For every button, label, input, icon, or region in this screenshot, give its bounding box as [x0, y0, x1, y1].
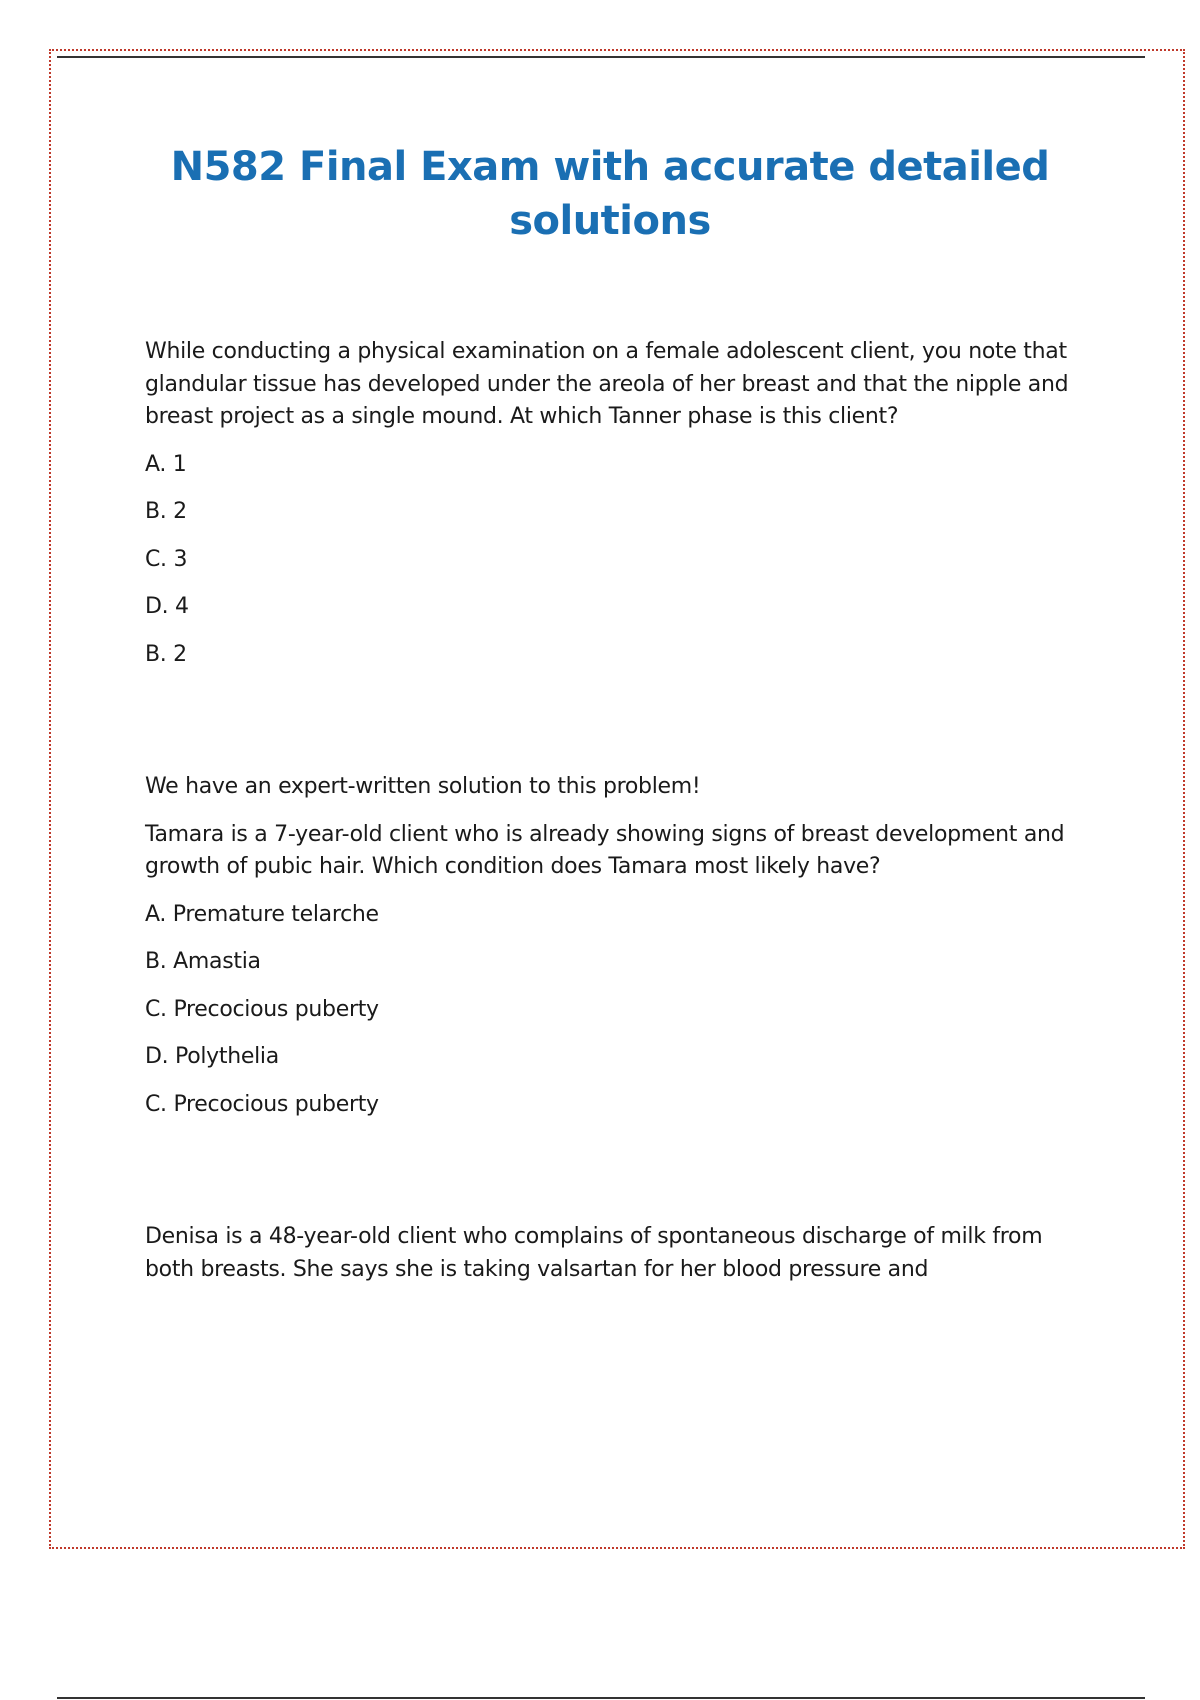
question-2-option-a: A. Premature telarche	[145, 901, 379, 927]
question-1-option-c: C. 3	[145, 546, 188, 572]
question-2-answer: C. Precocious puberty	[145, 1091, 379, 1117]
question-1-option-a: A. 1	[145, 451, 187, 477]
question-1	[145, 336, 1095, 671]
question-2-option-c: C. Precocious puberty	[145, 996, 379, 1022]
document-title: N582 Final Exam with accurate detailed solutions	[170, 144, 1050, 244]
top-rule	[57, 56, 1145, 58]
document-body	[145, 336, 1095, 1286]
expert-solution-note: We have an expert-written solution to this problem!	[145, 774, 701, 799]
question-1-option-d: D. 4	[145, 594, 189, 619]
question-1-option-b: B. 2	[145, 499, 187, 524]
question-2-option-d: D. Polythelia	[145, 1044, 279, 1069]
question-2-option-b: B. Amastia	[145, 949, 261, 974]
question-3	[145, 1221, 1095, 1286]
question-2-stem: Tamara is a 7-year-old client who is already showing signs of breast development and growth of pubic hair. Which condition does Tamara most likely have?	[145, 821, 1065, 879]
question-1-answer: B. 2	[145, 641, 187, 667]
question-2	[145, 771, 1095, 1121]
bottom-rule	[57, 1697, 1145, 1699]
question-1-stem: While conducting a physical examination on a female adolescent client, you note that glandular tissue has developed under the areola of her breast and that the nipple and breast project as a single mound. At which Tanner phase is this client?	[145, 339, 1069, 429]
question-3-stem: Denisa is a 48-year-old client who complains of spontaneous discharge of milk from both breasts. She says she is taking valsartan for her blood pressure and	[145, 1224, 1043, 1282]
